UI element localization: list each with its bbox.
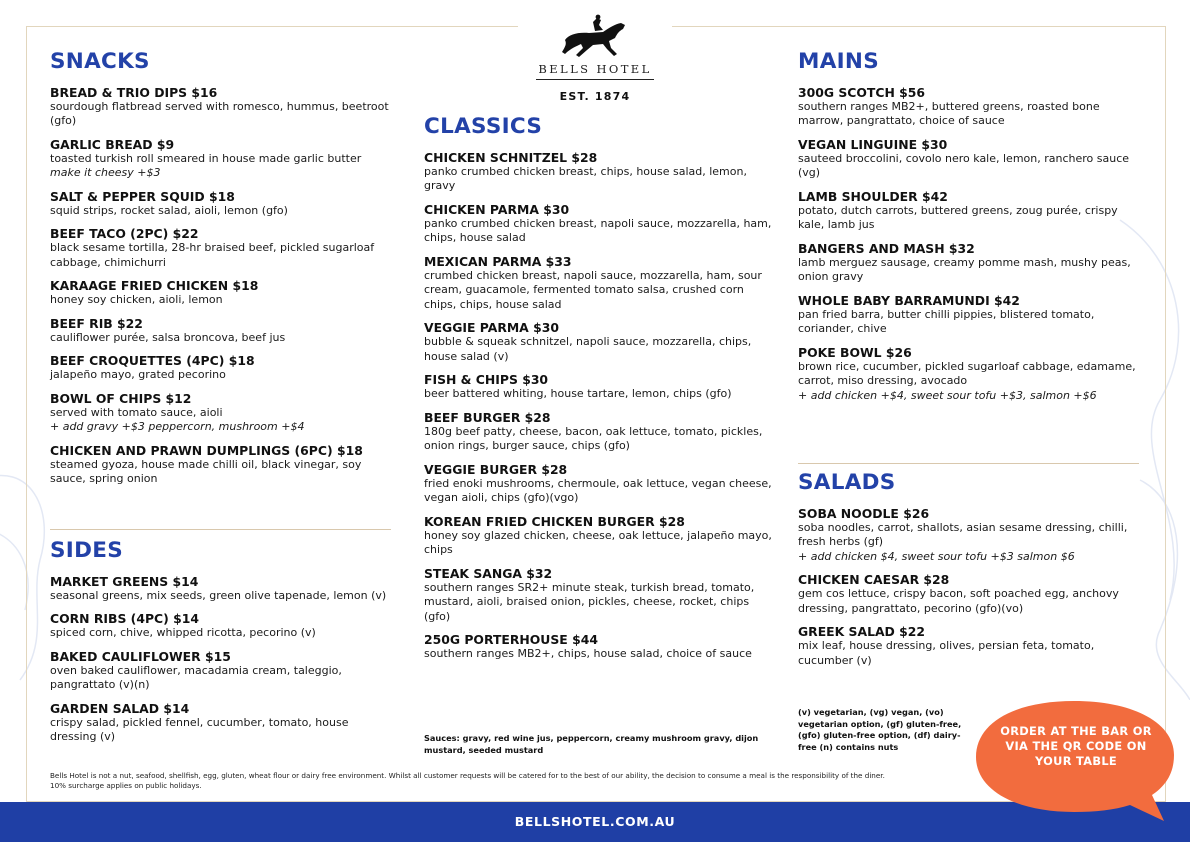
classics-section	[424, 116, 772, 670]
menu-item-description: sauteed broccolini, covolo nero kale, lemon, ranchero sauce (vg)	[798, 151, 1130, 179]
menu-item-description: oven baked cauliflower, macadamia cream, taleggio, pangrattato (v)(n)	[50, 663, 342, 691]
menu-item-name: MEXICAN PARMA $33	[424, 253, 572, 269]
menu-item-name: LAMB SHOULDER $42	[798, 188, 948, 204]
menu-item	[798, 506, 1143, 565]
menu-item	[50, 278, 395, 308]
disclaimer-line: Bells Hotel is not a nut, seafood, shellfish, egg, gluten, wheat flour or dairy free environment. Whilst all customer requests will be catered for to the best of our ability, the decision to consume a meal is the responsibility of the diner.	[50, 771, 885, 780]
menu-item-name: POKE BOWL $26	[798, 344, 912, 360]
menu-item-name: BEEF CROQUETTES (4PC) $18	[50, 353, 255, 368]
menu-item	[50, 649, 395, 693]
menu-item	[50, 443, 395, 487]
menu-item-description: squid strips, rocket salad, aioli, lemon (gfo)	[50, 203, 288, 217]
menu-item-description: brown rice, cucumber, pickled sugarloaf cabbage, edamame, carrot, miso dressing, avocado	[798, 359, 1136, 387]
menu-item	[50, 701, 395, 745]
section-title-salads: SALADS	[798, 470, 896, 495]
menu-item-name: GARLIC BREAD $9	[50, 136, 175, 152]
brand-underline	[536, 79, 654, 80]
menu-item-description: potato, dutch carrots, buttered greens, zoug purée, crispy kale, lamb jus	[798, 203, 1118, 231]
menu-item-name: 300G SCOTCH $56	[798, 84, 925, 100]
menu-item-addon: + add chicken $4, sweet sour tofu +$3 salmon $6	[798, 549, 1075, 563]
order-speech-bubble	[974, 699, 1176, 823]
menu-item	[798, 293, 1143, 337]
sides-list	[50, 574, 395, 745]
menu-item-name: KOREAN FRIED CHICKEN BURGER $28	[424, 513, 685, 529]
menu-item-description: lamb merguez sausage, creamy pomme mash, mushy peas, onion gravy	[798, 255, 1131, 283]
menu-item	[50, 353, 395, 383]
menu-item-description: fried enoki mushrooms, chermoule, oak lettuce, vegan cheese, vegan aioli, chips (gfo)(vgo)	[424, 476, 772, 504]
surcharge-note: 10% surcharge applies on public holidays.	[50, 781, 202, 790]
menu-item-description: sourdough flatbread served with romesco, hummus, beetroot (gfo)	[50, 99, 389, 127]
menu-item-description: served with tomato sauce, aioli	[50, 405, 223, 419]
menu-item-name: BAKED CAULIFLOWER $15	[50, 648, 231, 664]
menu-item-name: SOBA NOODLE $26	[798, 505, 930, 521]
menu-item	[798, 624, 1143, 668]
menu-item	[798, 189, 1143, 233]
menu-item	[798, 241, 1143, 285]
menu-item	[50, 137, 395, 181]
menu-item-description: mix leaf, house dressing, olives, persian feta, tomato, cucumber (v)	[798, 639, 1095, 667]
menu-item	[50, 226, 395, 270]
established-year: EST. 1874	[559, 90, 631, 103]
menu-item-name: 250G PORTERHOUSE $44	[424, 632, 598, 647]
menu-item-name: VEGGIE PARMA $30	[424, 320, 559, 335]
menu-item	[50, 574, 395, 604]
section-title-classics: CLASSICS	[424, 114, 543, 139]
dietary-legend: (v) vegetarian, (vg) vegan, (vo) vegetarian option, (gf) gluten-free, (gfo) gluten-free option, (df) dairy-free (n) contains nuts	[798, 707, 962, 752]
salads-list	[798, 506, 1143, 669]
menu-item-name: BANGERS AND MASH $32	[798, 240, 975, 256]
section-title-sides: SIDES	[50, 538, 124, 563]
menu-item	[798, 137, 1143, 181]
menu-item	[424, 410, 772, 454]
menu-item	[50, 316, 395, 346]
menu-item	[50, 611, 395, 641]
menu-item-description: honey soy chicken, aioli, lemon	[50, 293, 223, 306]
menu-item	[798, 572, 1143, 616]
menu-item-name: BEEF RIB $22	[50, 315, 143, 331]
menu-item-addon: + add gravy +$3 peppercorn, mushroom +$4	[50, 420, 305, 433]
menu-item-name: WHOLE BABY BARRAMUNDI $42	[798, 292, 1020, 308]
menu-item-description: southern ranges MB2+, chips, house salad, choice of sauce	[424, 647, 752, 660]
menu-item-addon: + add chicken +$4, sweet sour tofu +$3, salmon +$6	[798, 388, 1097, 402]
horse-and-jockey-icon	[559, 14, 631, 60]
snacks-list	[50, 85, 395, 487]
menu-item-name: VEGAN LINGUINE $30	[798, 136, 948, 152]
menu-item-name: CHICKEN CAESAR $28	[798, 572, 950, 587]
menu-item	[50, 85, 395, 129]
menu-item	[424, 202, 772, 246]
menu-item-name: CHICKEN PARMA $30	[424, 201, 570, 217]
mains-list	[798, 85, 1143, 404]
sides-section	[50, 540, 395, 753]
brand-name: BELLS HOTEL	[538, 62, 652, 76]
menu-item	[424, 150, 772, 194]
menu-item-name: BREAD & TRIO DIPS $16	[50, 84, 218, 100]
menu-item-description: bubble & squeak schnitzel, napoli sauce, mozzarella, chips, house salad (v)	[424, 335, 752, 363]
menu-item-name: BEEF TACO (2PC) $22	[50, 226, 199, 241]
section-divider	[798, 463, 1139, 464]
menu-item-addon: make it cheesy +$3	[50, 166, 161, 179]
menu-item-description: honey soy glazed chicken, cheese, oak lettuce, jalapeño mayo, chips	[424, 528, 772, 556]
menu-item-description: soba noodles, carrot, shallots, asian sesame dressing, chilli, fresh herbs (gf)	[798, 520, 1128, 548]
menu-item	[798, 85, 1143, 129]
mains-section	[798, 51, 1143, 411]
menu-item-name: FISH & CHIPS $30	[424, 372, 549, 387]
allergen-disclaimer	[50, 771, 970, 791]
menu-item-description: panko crumbed chicken breast, chips, house salad, lemon, gravy	[424, 164, 747, 192]
menu-item-description: southern ranges SR2+ minute steak, turkish bread, tomato, mustard, aioli, braised onion, pickles, cheese, rocket, chips (gfo)	[424, 580, 755, 623]
menu-item-name: CORN RIBS (4PC) $14	[50, 611, 199, 626]
menu-item-description: seasonal greens, mix seeds, green olive tapenade, lemon (v)	[50, 588, 387, 602]
logo	[518, 8, 672, 108]
menu-item-description: toasted turkish roll smeared in house made garlic butter	[50, 151, 362, 165]
sauces-note: Sauces: gravy, red wine jus, peppercorn, creamy mushroom gravy, dijon mustard, seeded mustard	[424, 733, 759, 755]
classics-list	[424, 150, 772, 662]
menu-item-name: CHICKEN SCHNITZEL $28	[424, 149, 598, 165]
menu-item-description: gem cos lettuce, crispy bacon, soft poached egg, anchovy dressing, pangrattato, pecorino (gfo)(vo)	[798, 587, 1119, 615]
menu-item-description: jalapeño mayo, grated pecorino	[50, 368, 226, 381]
menu-item-name: KARAAGE FRIED CHICKEN $18	[50, 278, 259, 293]
menu-item	[50, 391, 395, 435]
menu-item	[798, 345, 1143, 404]
menu-item	[424, 372, 772, 402]
menu-item	[424, 462, 772, 506]
menu-item-name: GARDEN SALAD $14	[50, 700, 190, 716]
menu-item-name: BOWL OF CHIPS $12	[50, 390, 192, 406]
menu-item-description: panko crumbed chicken breast, napoli sauce, mozzarella, ham, chips, house salad	[424, 216, 772, 244]
menu-item-description: pan fried barra, butter chilli pippies, blistered tomato, coriander, chive	[798, 307, 1095, 335]
menu-item-name: SALT & PEPPER SQUID $18	[50, 188, 235, 204]
website-link[interactable]: BELLSHOTEL.COM.AU	[514, 814, 676, 829]
salads-section	[798, 472, 1143, 676]
section-divider	[50, 529, 391, 530]
menu-item-name: VEGGIE BURGER $28	[424, 461, 568, 477]
menu-item-name: BEEF BURGER $28	[424, 409, 551, 425]
menu-item-description: steamed gyoza, house made chilli oil, black vinegar, soy sauce, spring onion	[50, 457, 362, 485]
menu-item-name: CHICKEN AND PRAWN DUMPLINGS (6PC) $18	[50, 442, 363, 458]
menu-item-name: MARKET GREENS $14	[50, 573, 199, 589]
order-instructions: ORDER AT THE BAR OR VIA THE QR CODE ON YOUR TABLE	[1000, 724, 1152, 768]
snacks-section	[50, 51, 395, 495]
menu-item-description: 180g beef patty, cheese, bacon, oak lettuce, tomato, pickles, onion rings, burger sauce, chips (gfo)	[424, 424, 763, 452]
menu-item	[424, 254, 772, 313]
menu-item	[424, 514, 772, 558]
menu-item-description: southern ranges MB2+, buttered greens, roasted bone marrow, pangrattato, choice of sauce	[798, 99, 1100, 127]
menu-item-name: GREEK SALAD $22	[798, 624, 926, 639]
menu-item	[50, 189, 395, 219]
menu-item	[424, 632, 772, 662]
section-title-mains: MAINS	[798, 49, 880, 74]
section-title-snacks: SNACKS	[50, 49, 150, 74]
menu-item-description: spiced corn, chive, whipped ricotta, pecorino (v)	[50, 626, 316, 639]
menu-item-description: crumbed chicken breast, napoli sauce, mozzarella, ham, sour cream, guacamole, fermented tomato salsa, crushed corn chips, chips, house salad	[424, 268, 762, 311]
menu-item	[424, 320, 772, 364]
menu-item-name: STEAK SANGA $32	[424, 565, 553, 581]
menu-item-description: black sesame tortilla, 28-hr braised beef, pickled sugarloaf cabbage, chimichurri	[50, 241, 375, 269]
menu-item-description: cauliflower purée, salsa broncova, beef jus	[50, 330, 286, 344]
menu-item-description: beer battered whiting, house tartare, lemon, chips (gfo)	[424, 387, 732, 400]
menu-item-description: crispy salad, pickled fennel, cucumber, tomato, house dressing (v)	[50, 715, 349, 743]
menu-item	[424, 566, 772, 625]
